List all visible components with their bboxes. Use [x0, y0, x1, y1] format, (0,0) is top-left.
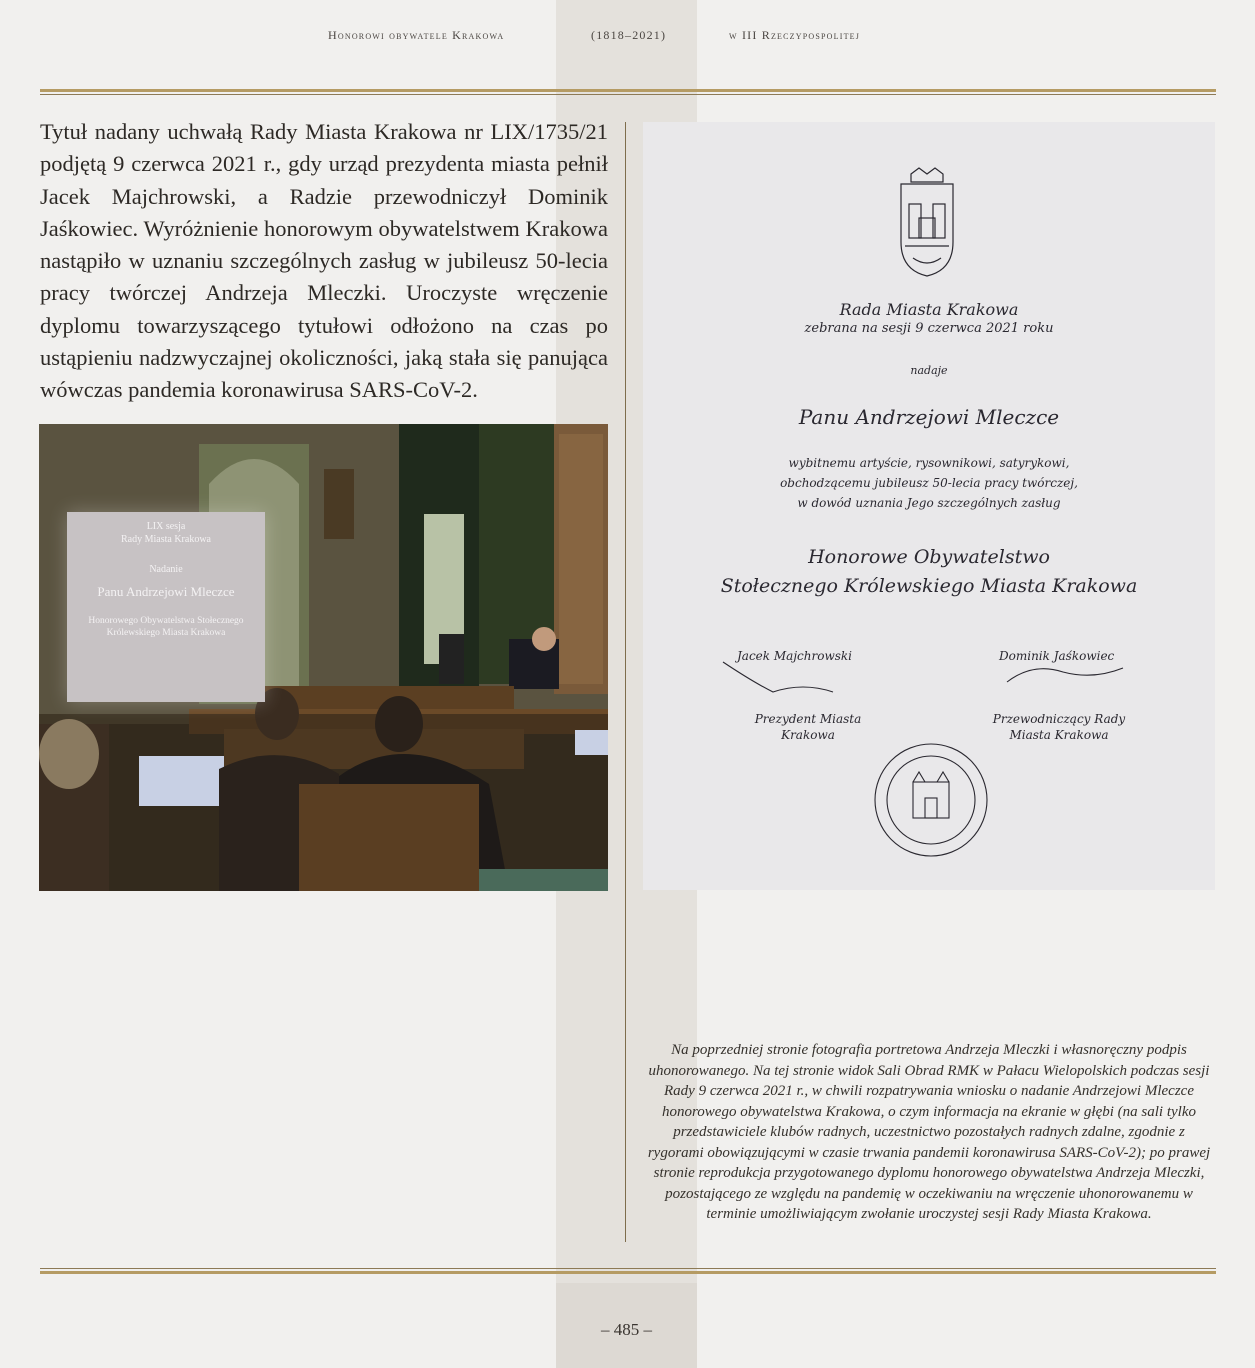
diploma-line-5: wybitnemu artyście, rysownikowi, satyrykowi,: [788, 456, 1070, 470]
screen-line-4: Panu Andrzejowi Mleczce: [97, 584, 235, 599]
signer-right-name: Dominik Jaśkowiec: [999, 649, 1115, 663]
council-session-photo: [39, 424, 608, 891]
diploma-line-1: Rada Miasta Krakowa: [839, 300, 1019, 319]
bottom-rule: [40, 1266, 1216, 1274]
diploma-line-8: Honorowe Obywatelstwo: [808, 546, 1050, 568]
page-number: – 485 –: [601, 1320, 652, 1339]
running-head-right: w III Rzeczypospolitej: [729, 28, 861, 42]
diploma-line-3: nadaje: [910, 364, 948, 377]
projection-screen: [67, 512, 265, 702]
diploma-line-6: obchodzącemu jubileusz 50-lecia pracy twórczej,: [780, 476, 1078, 490]
diploma-reproduction: [643, 122, 1215, 890]
screen-line-1: LIX sesja: [146, 521, 186, 532]
column-divider: [625, 122, 626, 1242]
running-head-left: Honorowi obywatele Krakowa: [328, 28, 505, 42]
screen-line-2: Rady Miasta Krakowa: [121, 534, 211, 545]
diploma-line-2: zebrana na sesji 9 czerwca 2021 roku: [804, 321, 1054, 336]
figure-caption: Na poprzedniej stronie fotografia portretowa Andrzeja Mleczki i własnoręczny podpis uhonorowanego. Na tej stronie widok Sali Obrad RMK w Pałacu Wielopolskich podczas sesji Rady 9 czerwca 2021 r., w chwili rozpatrywania wniosku o nadanie Andrzejowi Mleczce honorowego obywatelstwa Krakowa, o czym informacja na ekranie w głębi (na sali tylko przedstawiciele klubów radnych, uczestnictwo pozostałych radnych zdalne, zgodnie z rygorami obowiązującymi w czasie trwania pandemii koronawirusa SARS-CoV-2); po prawej stronie reprodukcja przygotowanego dyplomu honorowego obywatelstwa Andrzeja Mleczki, pozostającego ze względu na pandemię w oczekiwaniu na wręczenie uhonorowanemu w terminie umożliwiającym zwołanie uroczystej sesji Rady Miasta Krakowa.: [647, 1042, 1211, 1222]
diploma-line-7: w dowód uznania Jego szczególnych zasług: [797, 496, 1061, 510]
signer-right-role: Przewodniczący Rady Miasta Krakowa: [992, 712, 1126, 742]
signer-left-name: Jacek Majchrowski: [737, 649, 852, 663]
screen-line-5: Honorowego Obywatelstwa Stołecznego Królewskiego Miasta Krakowa: [88, 616, 244, 638]
running-head-middle: (1818–2021): [591, 28, 667, 42]
diploma-line-9: Stołecznego Królewskiego Miasta Krakowa: [720, 575, 1138, 597]
signer-left-role: Prezydent Miasta Krakowa: [754, 712, 862, 742]
screen-line-3: Nadanie: [149, 564, 183, 575]
top-rule: [40, 89, 1216, 95]
running-head: [0, 28, 1255, 48]
main-paragraph: Tytuł nadany uchwałą Rady Miasta Krakowa nr LIX/1735/21 podjętą 9 czerwca 2021 r., gdy urząd prezydenta miasta pełnił Jacek Majchrowski, a Radzie przewodniczył Dominik Jaśkowiec. Wyróżnienie honorowym obywatelstwem Krakowa nastąpiło w uznaniu szczególnych zasług w jubileusz 50-lecia pracy twórczej Andrzeja Mleczki. Uroczyste wręczenie dyplomu towarzyszącego tytułowi odłożono na czas po ustąpieniu nadzwyczajnej okoliczności, jaką stała się panująca wówczas pandemia koronawirusa SARS-CoV-2.: [40, 119, 608, 403]
diploma-line-4: Panu Andrzejowi Mleczce: [798, 405, 1060, 429]
